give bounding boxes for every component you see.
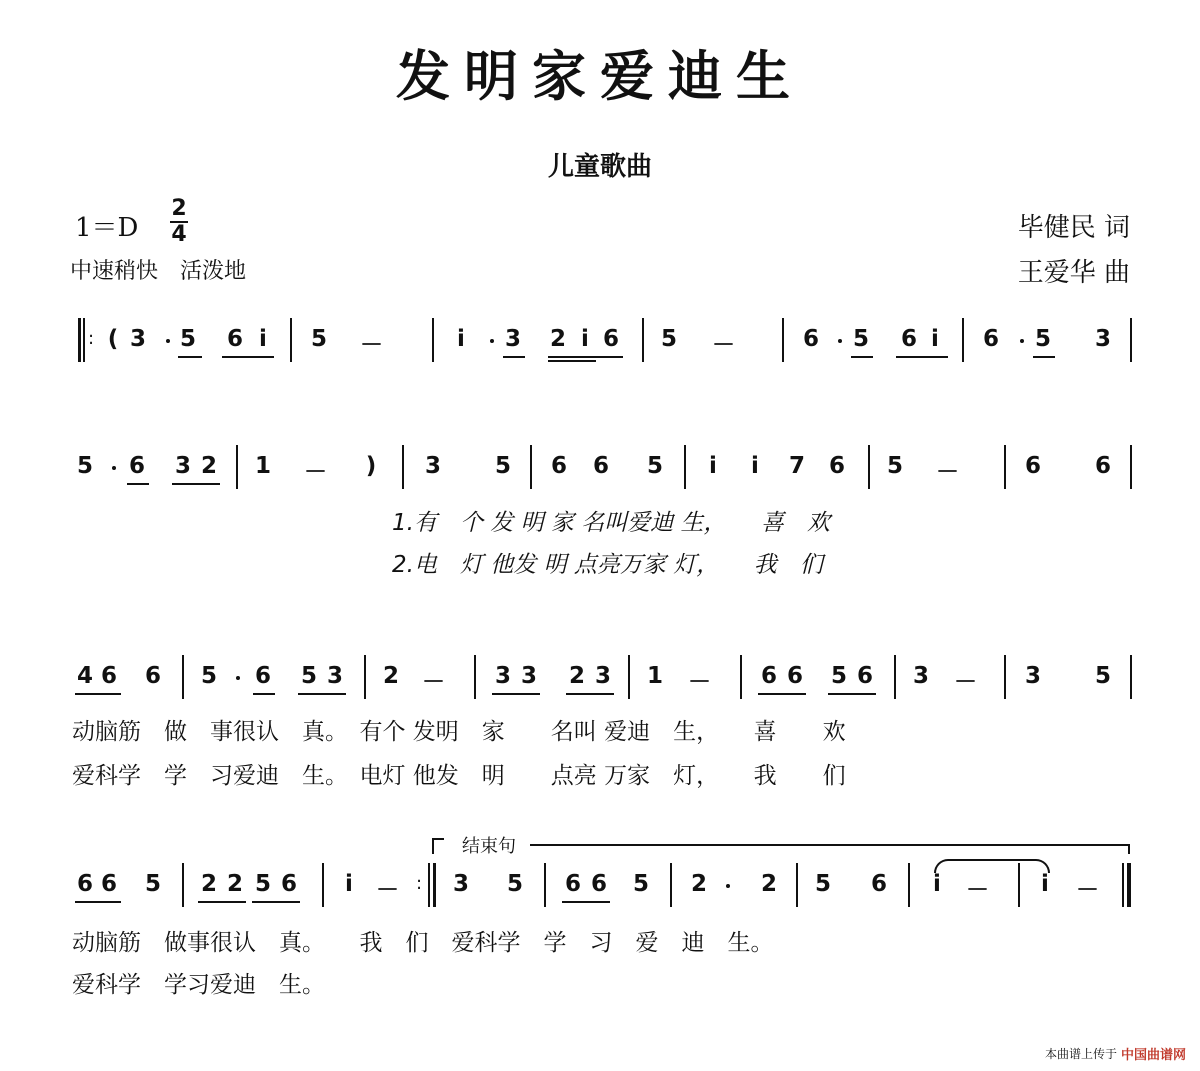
- note: i: [933, 871, 941, 897]
- note: 5: [179, 326, 196, 352]
- note: 3: [504, 326, 521, 352]
- note: 3: [520, 663, 537, 689]
- lyrics-verse-2: 2.电 灯 他发 明 点亮万家 灯， 我 们: [392, 552, 823, 578]
- repeat-close-paren: ): [365, 453, 377, 479]
- note: 6: [870, 871, 887, 897]
- note: 6: [100, 871, 117, 897]
- note: 6: [828, 453, 845, 479]
- note: 6: [226, 326, 243, 352]
- site-footer: [1045, 1044, 1186, 1063]
- note: 6: [564, 871, 581, 897]
- note: 6: [144, 663, 161, 689]
- note: 2: [760, 871, 777, 897]
- lyrics-verse-1: 动脑筋 做 事很认 真。 有个 发明 家 名叫 爱迪 生， 喜 欢: [72, 719, 846, 745]
- note: 6: [254, 663, 271, 689]
- site-logo[interactable]: 中国曲谱网: [1120, 1048, 1186, 1063]
- note: 5: [852, 326, 869, 352]
- note: 2: [568, 663, 585, 689]
- note: 6: [856, 663, 873, 689]
- note: 1: [254, 453, 271, 479]
- note: 6: [982, 326, 999, 352]
- note: i: [345, 871, 353, 897]
- note: 6: [550, 453, 567, 479]
- key-signature: 1＝D: [75, 213, 139, 243]
- note: 1: [646, 663, 663, 689]
- note: 3: [1094, 326, 1111, 352]
- note: 2: [690, 871, 707, 897]
- note: 3: [129, 326, 146, 352]
- ending-label: 结束句: [462, 836, 516, 857]
- lyrics-verse-2: 爱科学 学习爱迪 生。: [72, 972, 325, 998]
- time-signature-top: 2: [171, 196, 187, 221]
- note: 3: [452, 871, 469, 897]
- note: i: [931, 326, 939, 352]
- song-subtitle: 儿童歌曲: [547, 152, 652, 182]
- lyrics-verse-2: 爱科学 学 习爱迪 生。 电灯 他发 明 点亮 万家 灯， 我 们: [72, 763, 846, 789]
- note: 5: [76, 453, 93, 479]
- note: 5: [814, 871, 831, 897]
- note: 5: [1034, 326, 1051, 352]
- ending-bracket-start: [432, 838, 444, 854]
- note: 2: [200, 871, 217, 897]
- note: 2: [226, 871, 243, 897]
- lyricist-credit: 毕健民 词: [1017, 213, 1130, 243]
- song-title: 发明家爱迪生: [396, 44, 804, 108]
- note: 5: [506, 871, 523, 897]
- note: 6: [602, 326, 619, 352]
- repeat-open-paren: (: [107, 326, 119, 352]
- note: i: [581, 326, 589, 352]
- note: i: [709, 453, 717, 479]
- note: 6: [592, 453, 609, 479]
- upload-note: 本曲谱上传于: [1044, 1047, 1117, 1061]
- note: 5: [300, 663, 317, 689]
- note: 5: [144, 871, 161, 897]
- note: 2: [549, 326, 566, 352]
- note: i: [1041, 871, 1049, 897]
- note: 3: [494, 663, 511, 689]
- note: 3: [174, 453, 191, 479]
- note: 3: [424, 453, 441, 479]
- note: 3: [912, 663, 929, 689]
- note: 6: [128, 453, 145, 479]
- note: 5: [200, 663, 217, 689]
- note: 6: [76, 871, 93, 897]
- note: i: [457, 326, 465, 352]
- note: 6: [760, 663, 777, 689]
- note: 5: [494, 453, 511, 479]
- composer-credit: 王爱华 曲: [1017, 258, 1130, 288]
- note: 5: [660, 326, 677, 352]
- lyrics-verse-1: 动脑筋 做事很认 真。 我 们 爱科学 学 习 爱 迪 生。: [72, 930, 774, 956]
- note: 2: [382, 663, 399, 689]
- note: 6: [280, 871, 297, 897]
- tempo-marking: 中速稍快 活泼地: [70, 259, 247, 284]
- note: 5: [1094, 663, 1111, 689]
- note: 6: [900, 326, 917, 352]
- note: 5: [830, 663, 847, 689]
- time-signature: [170, 198, 188, 246]
- note: 6: [1024, 453, 1041, 479]
- note: 5: [254, 871, 271, 897]
- note: 7: [788, 453, 805, 479]
- note: 6: [1094, 453, 1111, 479]
- note: 6: [100, 663, 117, 689]
- note: 5: [632, 871, 649, 897]
- note: 3: [326, 663, 343, 689]
- time-signature-bottom: 4: [171, 222, 187, 247]
- ending-bracket-line: [530, 844, 1128, 846]
- note: 4: [76, 663, 93, 689]
- note: i: [751, 453, 759, 479]
- note: 5: [886, 453, 903, 479]
- note: 6: [802, 326, 819, 352]
- note: 3: [594, 663, 611, 689]
- note: 5: [646, 453, 663, 479]
- note: 6: [590, 871, 607, 897]
- note: 5: [310, 326, 327, 352]
- note: i: [259, 326, 267, 352]
- note: 2: [200, 453, 217, 479]
- lyrics-verse-1: 1.有 个 发 明 家 名叫爱迪 生， 喜 欢: [392, 510, 830, 536]
- note: 3: [1024, 663, 1041, 689]
- note: 6: [786, 663, 803, 689]
